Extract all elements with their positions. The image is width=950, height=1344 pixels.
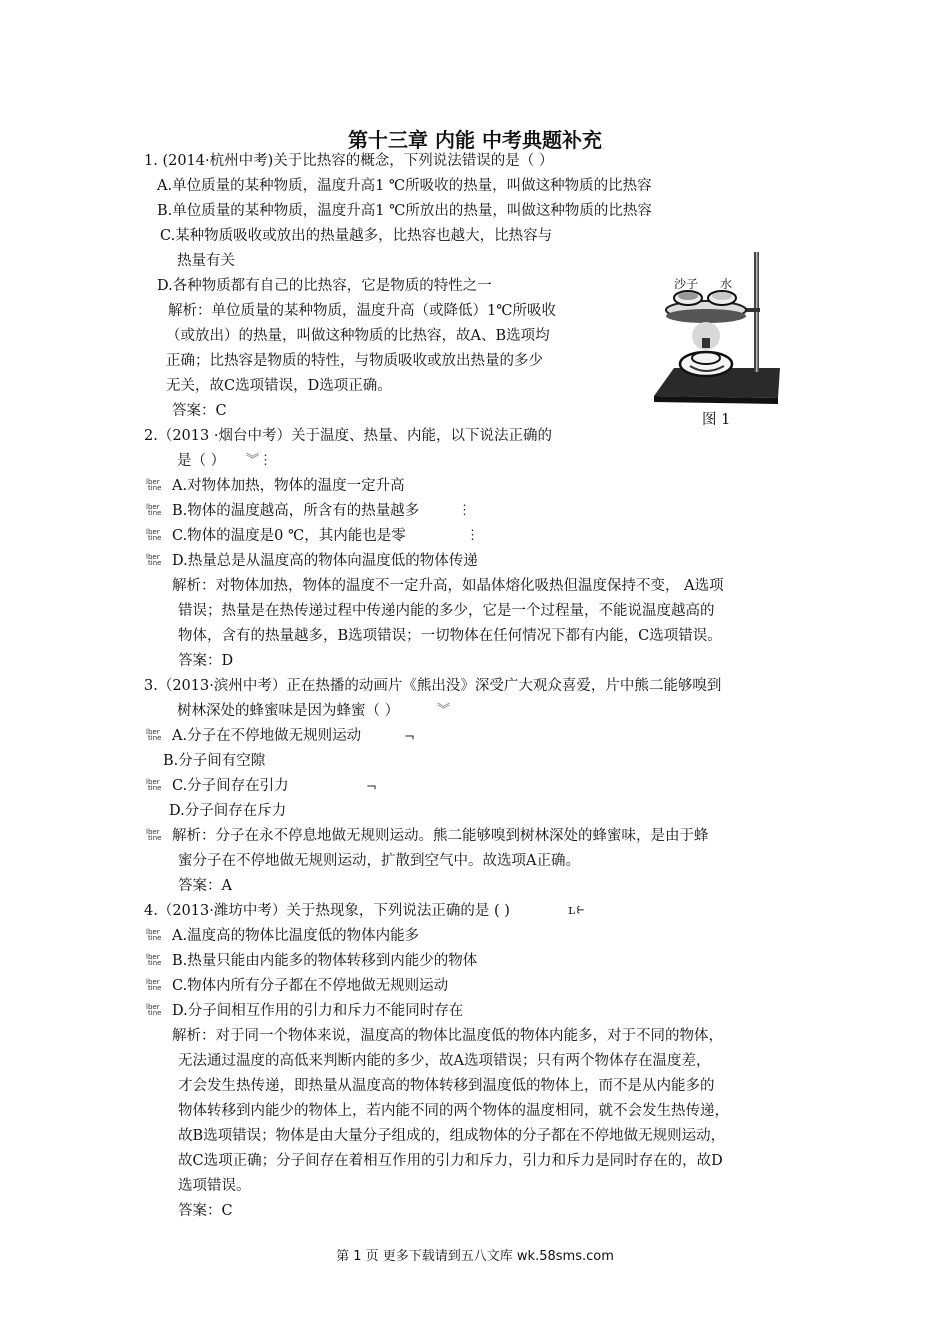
stray-mark-glyph: ⋮ xyxy=(466,528,479,543)
margin-marker: lber tine xyxy=(146,978,162,992)
question-1-analysis-line: 正确；比热容是物质的特性，与物质吸收或放出热量的多少 xyxy=(166,353,543,369)
question-4-analysis-line: 选项错误。 xyxy=(178,1178,251,1194)
question-2-option-b: B.物体的温度越高，所含有的热量越多 xyxy=(172,503,420,519)
figure-1-caption: 图 1 xyxy=(702,412,731,428)
question-2-option-c: C.物体的温度是0 ℃，其内能也是零 xyxy=(172,528,406,544)
stray-mark-glyph: ¬ xyxy=(366,780,377,795)
question-4-answer: 答案：C xyxy=(178,1203,233,1219)
question-3-option-c: C.分子间存在引力 xyxy=(172,778,289,794)
page-title: 第十三章 内能 中考典题补充 xyxy=(348,128,602,152)
question-2-stem: 2.（2013 ·烟台中考）关于温度、热量、内能，以下说法正确的 xyxy=(144,428,552,444)
question-3-answer: 答案：A xyxy=(178,878,232,894)
question-4-option-d: D.分子间相互作用的引力和斥力不能同时存在 xyxy=(172,1003,464,1019)
page-footer: 第 1 页 更多下载请到五八文库 wk.58sms.com xyxy=(336,1249,614,1264)
question-2-analysis-line: 解析：对物体加热，物体的温度不一定升高，如晶体熔化吸热但温度保持不变， A选项 xyxy=(172,578,724,594)
question-4-analysis-line: 故B选项错误；物体是由大量分子组成的，组成物体的分子都在不停地做无规则运动， xyxy=(178,1128,726,1144)
label-sand: 沙子 xyxy=(674,277,699,291)
margin-marker: lber tine xyxy=(146,1003,162,1017)
question-4-option-c: C.物体内所有分子都在不停地做无规则运动 xyxy=(172,978,449,994)
question-3-stem: 3.（2013·滨州中考）正在热播的动画片《熊出没》深受广大观众喜爱，片中熊二能够嗅到 xyxy=(144,678,722,694)
question-2-answer: 答案：D xyxy=(178,653,234,669)
question-3-option-b: B.分子间有空隙 xyxy=(163,753,266,769)
stray-mark-glyph: ʟ⥼ xyxy=(568,903,586,918)
margin-marker: lber tine xyxy=(146,778,162,792)
label-water: 水 xyxy=(720,277,733,291)
question-1-analysis-line: 无关，故C选项错误，D选项正确。 xyxy=(166,378,392,394)
question-1-analysis-line: （或放出）的热量，叫做这种物质的比热容，故A、B选项均 xyxy=(166,328,550,344)
question-4-analysis-line: 才会发生热传递，即热量从温度高的物体转移到温度低的物体上，而不是从内能多的 xyxy=(178,1078,715,1094)
margin-marker: lber tine xyxy=(146,528,162,542)
margin-marker: lber tine xyxy=(146,503,162,517)
margin-marker: lber tine xyxy=(146,928,162,942)
question-3-option-a: A.分子在不停地做无规则运动 xyxy=(172,728,362,744)
question-4-option-a: A.温度高的物体比温度低的物体内能多 xyxy=(172,928,420,944)
question-2-stem-cont: 是（ ） xyxy=(177,453,226,469)
question-3-stem-cont: 树林深处的蜂蜜味是因为蜂蜜（ ） xyxy=(177,703,400,719)
lamp-wick xyxy=(702,338,710,348)
question-1-answer: 答案：C xyxy=(172,403,227,419)
question-4-analysis-line: 无法通过温度的高低来判断内能的多少，故A选项错误；只有两个物体存在温度差， xyxy=(178,1053,711,1069)
margin-marker: lber tine xyxy=(146,553,162,567)
question-4-analysis-line: 物体转移到内能少的物体上，若内能不同的两个物体的温度相同，就不会发生热传递， xyxy=(178,1103,729,1119)
question-4-stem: 4.（2013·潍坊中考）关于热现象，下列说法正确的是 ( ) xyxy=(144,903,510,919)
margin-marker: lber tine xyxy=(146,728,162,742)
stray-mark-glyph: ¬ xyxy=(404,730,415,745)
figure-1-apparatus xyxy=(650,246,782,408)
question-4-analysis-line: 故C选项正确；分子间存在着相互作用的引力和斥力，引力和斥力是同时存在的，故D xyxy=(178,1153,723,1169)
margin-marker: lber tine xyxy=(146,478,162,492)
question-1-option-b: B.单位质量的某种物质，温度升高1 ℃所放出的热量，叫做这种物质的比热容 xyxy=(157,203,652,219)
question-3-option-d: D.分子间存在斥力 xyxy=(169,803,287,819)
question-3-analysis-line: 解析：分子在永不停息地做无规则运动。熊二能够嗅到树林深处的蜂蜜味，是由于蜂 xyxy=(172,828,709,844)
question-1-option-a: A.单位质量的某种物质，温度升高1 ℃所吸收的热量，叫做这种物质的比热容 xyxy=(157,178,652,194)
question-4-analysis-line: 解析：对于同一个物体来说，温度高的物体比温度低的物体内能多，对于不同的物体， xyxy=(172,1028,723,1044)
stray-mark-glyph: ⋮ xyxy=(458,503,471,518)
question-2-analysis-line: 错误；热量是在热传递过程中传递内能的多少，它是一个过程量，不能说温度越高的 xyxy=(178,603,715,619)
question-2-analysis-line: 物体，含有的热量越多，B选项错误；一切物体在任何情况下都有内能，C选项错误。 xyxy=(178,628,722,644)
question-1-stem: 1. (2014·杭州中考)关于比热容的概念，下列说法错误的是（ ） xyxy=(144,153,554,169)
question-1-option-c: C.某种物质吸收或放出的热量越多，比热容也越大，比热容与 xyxy=(160,228,553,244)
margin-marker: lber tine xyxy=(146,953,162,967)
question-1-analysis-line: 解析：单位质量的某种物质，温度升高（或降低）1℃所吸收 xyxy=(168,303,556,319)
question-2-option-d: D.热量总是从温度高的物体向温度低的物体传递 xyxy=(172,553,478,569)
margin-marker: lber tine xyxy=(146,828,162,842)
question-1-option-c-cont: 热量有关 xyxy=(177,253,235,269)
stray-mark-glyph: ︾ xyxy=(437,703,451,718)
question-3-analysis-line: 蜜分子在不停地做无规则运动，扩散到空气中。故选项A正确。 xyxy=(178,853,580,869)
question-2-option-a: A.对物体加热，物体的温度一定升高 xyxy=(172,478,405,494)
question-1-option-d: D.各种物质都有自己的比热容，它是物质的特性之一 xyxy=(157,278,492,294)
stray-mark-glyph: ︾⋮ xyxy=(246,453,273,468)
question-4-option-b: B.热量只能由内能多的物体转移到内能少的物体 xyxy=(172,953,478,969)
